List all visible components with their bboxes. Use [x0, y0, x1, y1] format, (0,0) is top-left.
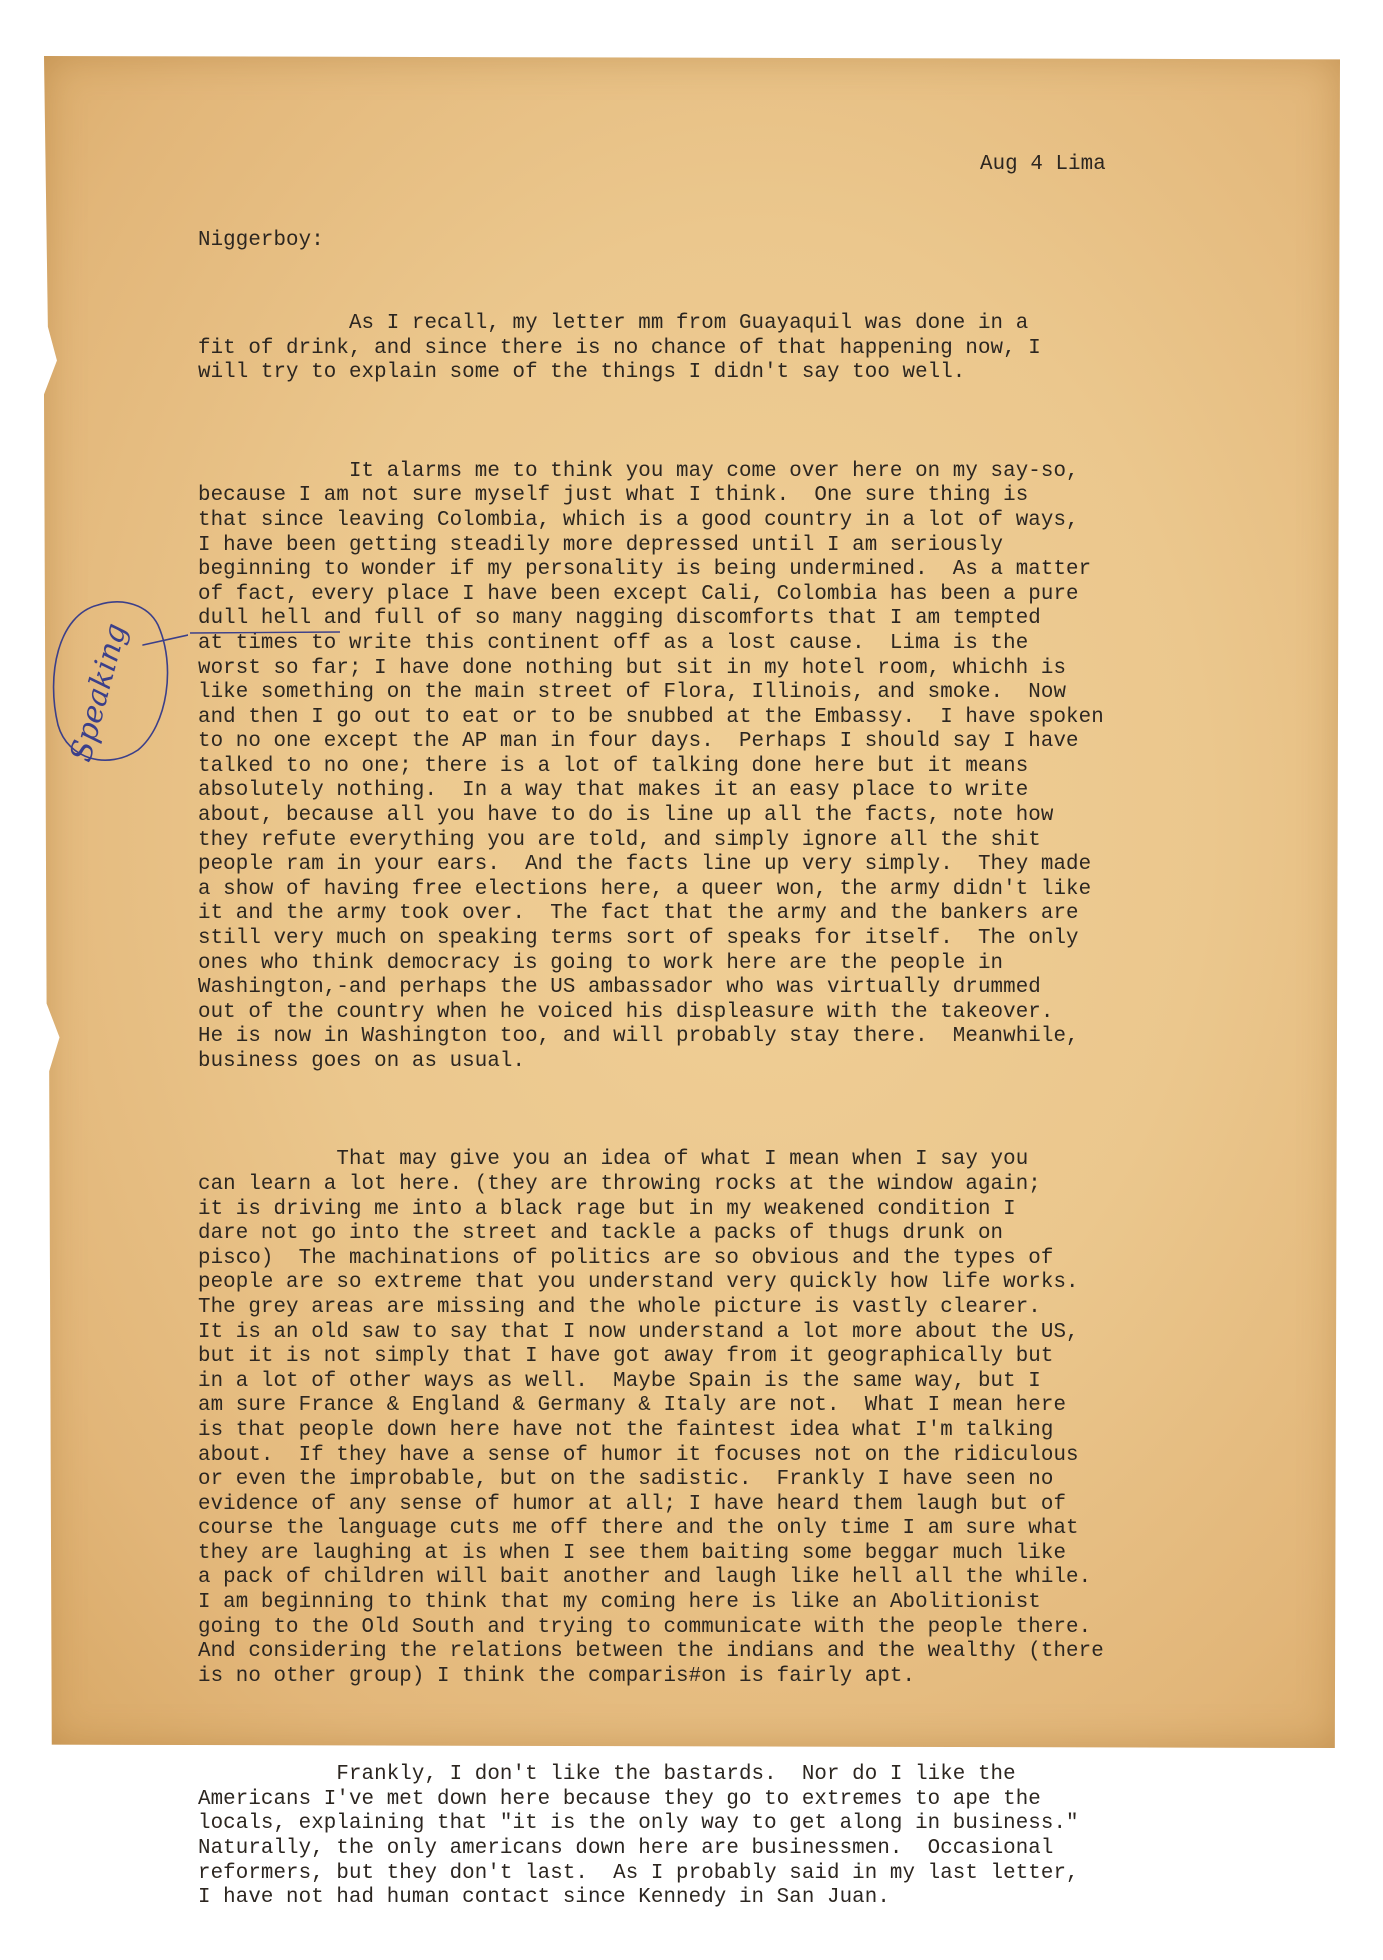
paragraph-1: As I recall, my letter mm from Guayaquil was done in a fit of drink, and since there is no chance of that happening now, I will try to explain some of the things I didn't say too well. [198, 312, 1041, 385]
note-text: Speaking [63, 619, 135, 766]
paragraph-3: That may give you an idea of what I mean when I say you can learn a lot here. (they are throwing rocks at the window again; it is driving me into a black rage but in my weakened condition I dare not go into the street and tackle a packs of thugs drunk on pisco) The machinations of politics are so obvious and the types of people are so extreme that you understand very quickly how life works. The grey areas are missing and the whole picture is vastly clearer. It is an old saw to say that I now understand a lot more about the US, but it is not simply that I have got away from it geographically but in a lot of other ways as well. Maybe Spain is the same way, but I am sure France & England & Germany & Italy are not. What I mean here is that people down here have not the faintest idea what I'm talking about. If they have a sense of humor it focuses not on the ridiculous or even the improbable, but on the sadistic. Frankly I have seen no evidence of any sense of humor at all; I have heard them laugh but of course the language cuts me off there and the only time I am sure what they are laughing at is when I see them baiting some beggar much like a pack of children will bait another and laugh like hell all the while. I am beginning to think that my coming here is like an Abolitionist going to the Old South and trying to communicate with the people there. And considering the relations between the indians and the wealthy (there is no other group) I think the comparis#on is fairly apt. [198, 1148, 1104, 1688]
paragraph-2: It alarms me to think you may come over here on my say-so, because I am not sure myself just what I think. One sure thing is that since leaving Colombia, which is a good country in a lot of ways, I have been getting steadily more depressed until I am seriously beginning to wonder if my personality is being undermined. As a matter of fact, every place I have been except Cali, Colombia has been a pure dull hell and full of so many nagging discomforts that I am tempted at times to write this continent off as a lost cause. Lima is the worst so far; I have done nothing but sit in my hotel room, whichh is like something on the main street of Flora, Illinois, and smoke. Now and then I go out to eat or to be snubbed at the Embassy. I have spoken to no one except the AP man in four days. Perhaps I should say I have talked to no one; there is a lot of talking done here but it means absolutely nothing. In a way that makes it an easy place to write about, because all you have to do is line up all the facts, note how they refute everything you are told, and simply ignore all the shit people ram in your ears. And the facts line up very simply. They made a show of having free elections here, a queer won, the army didn't like it and the army took over. The fact that the army and the bankers are still very much on speaking terms sort of speaks for itself. The only ones who think democracy is going to work here are the people in Washington,-and perhaps the US ambassador who was virtually drummed out of the country when he voiced his displeasure with the takeover. He is now in Washington too, and will probably stay there. Meanwhile, business goes on as usual. [198, 459, 1104, 1073]
paragraph-4: Frankly, I don't like the bastards. Nor do I like the Americans I've met down here because they go to extremes to ape the locals, explaining that "it is the only way to get along in business." Naturally, the only americans down here are businessmen. Occasional reformers, but they don't last. As I probably said in my last letter, I have not had human contact since Kennedy in San Juan. [198, 1763, 1079, 1910]
letter-date: Aug 4 Lima [980, 153, 1106, 176]
note-arrow-line [143, 635, 188, 645]
letter-salutation: Niggerboy: [198, 229, 324, 252]
letter-body [198, 263, 1104, 1960]
handwritten-margin-note [38, 585, 188, 775]
